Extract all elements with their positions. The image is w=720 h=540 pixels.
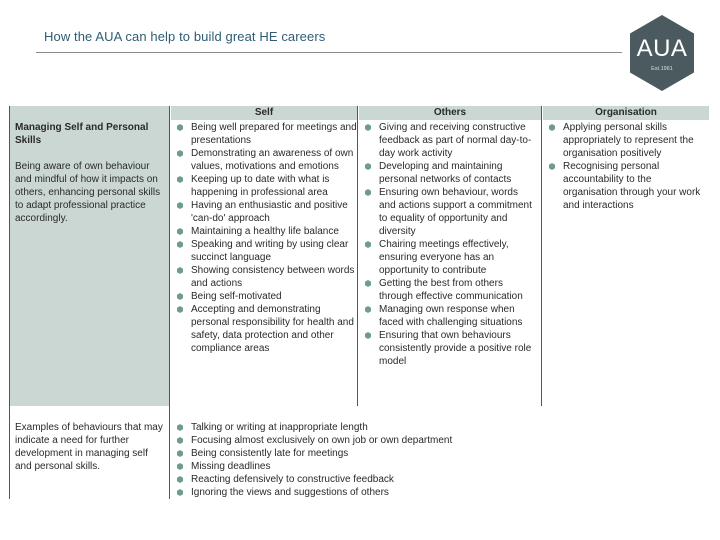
list-item-text: Getting the best from others through effective communication (379, 278, 523, 302)
list-item (359, 121, 535, 160)
table-left-border (9, 106, 10, 499)
logo-text: AUA (636, 35, 688, 62)
list-item-text: Managing own response when faced with challenging situations (379, 304, 523, 328)
list-item-text: Chairing meetings effectively, ensuring everyone has an opportunity to contribute (379, 239, 509, 276)
column-divider (169, 106, 170, 499)
list-item (359, 277, 535, 303)
list-item-text: Accepting and demonstrating personal responsibility for health and safety, data protection and other compliance areas (191, 304, 354, 354)
hexagon-bullet-icon (549, 163, 555, 170)
list-item (171, 434, 501, 447)
competency-framework-table (9, 106, 709, 499)
negative-indicators-label: Examples of behaviours that may indicate a need for further development in managing self and personal skills. (15, 422, 163, 472)
logo-est: Est.1961 (651, 66, 673, 72)
list-item-text: Being well prepared for meetings and presentations (191, 122, 357, 146)
list-item-text: Focusing almost exclusively on own job or own department (191, 435, 453, 446)
hexagon-bullet-icon (365, 280, 371, 287)
list-item-text: Being consistently late for meetings (191, 448, 349, 459)
negative-indicators-list (171, 421, 501, 499)
column-divider (541, 106, 542, 406)
list-item (171, 473, 501, 486)
hexagon-bullet-icon (177, 267, 183, 274)
hexagon-bullet-icon (365, 163, 371, 170)
self-behaviours-list (171, 121, 357, 355)
list-item-text: Keeping up to date with what is happening in professional area (191, 174, 330, 198)
aua-logo (628, 14, 696, 92)
column-divider (357, 106, 358, 406)
competency-name: Managing Self and Personal Skills (15, 122, 149, 146)
hexagon-bullet-icon (177, 150, 183, 157)
hexagon-bullet-icon (177, 424, 183, 431)
list-item (171, 121, 357, 147)
list-item-text: Applying personal skills appropriately to represent the organisation positively (563, 122, 694, 159)
hexagon-bullet-icon (177, 241, 183, 248)
column-header-self: Self (171, 106, 357, 120)
title-divider (36, 52, 622, 53)
list-item (171, 486, 501, 499)
hexagon-bullet-icon (177, 293, 183, 300)
list-item-text: Being self-motivated (191, 291, 282, 302)
hexagon-bullet-icon (365, 241, 371, 248)
list-item-text: Ignoring the views and suggestions of others (191, 487, 389, 498)
list-item-text: Recognising personal accountability to the organisation through your work and interactions (563, 161, 701, 211)
hexagon-bullet-icon (177, 437, 183, 444)
others-behaviours-list (359, 121, 535, 368)
list-item (359, 303, 535, 329)
competency-cell (9, 106, 169, 406)
hexagon-bullet-icon (177, 450, 183, 457)
column-header-organisation: Organisation (543, 106, 709, 120)
list-item (359, 329, 535, 368)
list-item-text: Maintaining a healthy life balance (191, 226, 339, 237)
organisation-behaviours-list (543, 121, 703, 212)
list-item (171, 460, 501, 473)
hexagon-bullet-icon (177, 176, 183, 183)
list-item-text: Developing and maintaining personal networks of contacts (379, 161, 512, 185)
list-item (171, 421, 501, 434)
list-item-text: Ensuring that own behaviours consistently provide a positive role model (379, 330, 532, 367)
list-item (171, 264, 357, 290)
list-item-text: Demonstrating an awareness of own values, motivations and emotions (191, 148, 354, 172)
hexagon-bullet-icon (177, 476, 183, 483)
list-item-text: Speaking and writing by using clear succinct language (191, 239, 349, 263)
list-item (359, 238, 535, 277)
list-item (171, 238, 357, 264)
list-item (171, 447, 501, 460)
hexagon-bullet-icon (365, 189, 371, 196)
list-item (359, 160, 535, 186)
hexagon-bullet-icon (177, 463, 183, 470)
hexagon-bullet-icon (365, 124, 371, 131)
hexagon-bullet-icon (177, 124, 183, 131)
list-item (171, 173, 357, 199)
list-item (171, 290, 357, 303)
list-item (359, 186, 535, 238)
hexagon-bullet-icon (177, 306, 183, 313)
list-item (171, 303, 357, 355)
page-title: How the AUA can help to build great HE careers (44, 29, 326, 44)
list-item-text: Reacting defensively to constructive feedback (191, 474, 394, 485)
list-item (171, 147, 357, 173)
column-header-others: Others (359, 106, 541, 120)
hexagon-bullet-icon (365, 332, 371, 339)
list-item (171, 225, 357, 238)
list-item (543, 121, 703, 160)
list-item-text: Missing deadlines (191, 461, 271, 472)
list-item (171, 199, 357, 225)
list-item-text: Ensuring own behaviour, words and actions support a commitment to equality of opportunity and diversity (379, 187, 532, 237)
list-item (543, 160, 703, 212)
hexagon-bullet-icon (177, 228, 183, 235)
list-item-text: Having an enthusiastic and positive 'can-do' approach (191, 200, 348, 224)
list-item-text: Showing consistency between words and actions (191, 265, 355, 289)
list-item-text: Talking or writing at inappropriate length (191, 422, 368, 433)
hexagon-bullet-icon (177, 202, 183, 209)
hexagon-bullet-icon (549, 124, 555, 131)
hexagon-bullet-icon (177, 489, 183, 496)
competency-description: Being aware of own behaviour and mindful of how it impacts on others, enhancing personal skills to adapt professional practice accordingly. (15, 161, 161, 224)
list-item-text: Giving and receiving constructive feedback as part of normal day-to-day work activity (379, 122, 532, 159)
hexagon-bullet-icon (365, 306, 371, 313)
